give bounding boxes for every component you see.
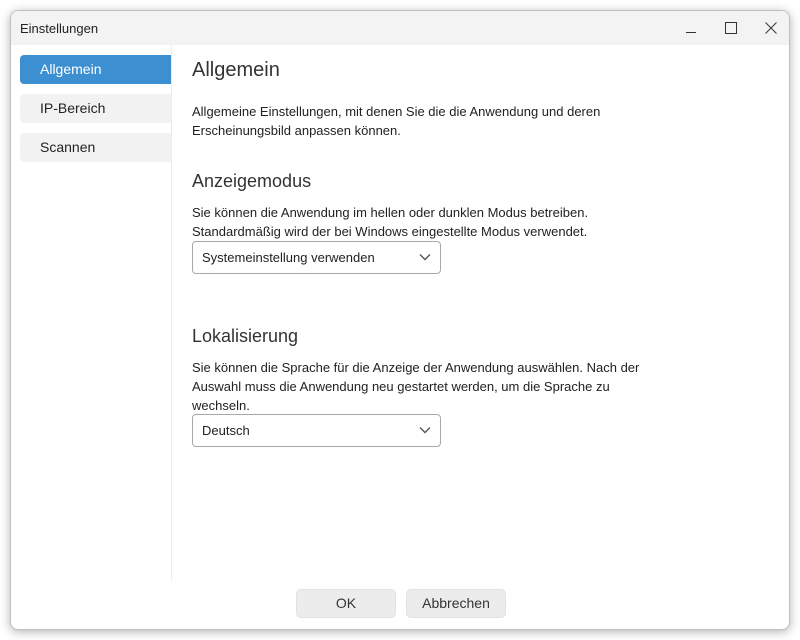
- sidebar-item-scannen[interactable]: [20, 133, 171, 162]
- description-line: Standardmäßig wird der bei Windows eingestellte Modus verwendet.: [192, 224, 588, 239]
- settings-window: [10, 10, 790, 630]
- sidebar-item-ip-bereich[interactable]: [20, 94, 171, 123]
- select-value: Systemeinstellung verwenden: [202, 250, 375, 265]
- description-line: Sie können die Anwendung im hellen oder dunklen Modus betreiben.: [192, 205, 589, 220]
- intro-text: [192, 102, 692, 140]
- sidebar-item-label: IP-Bereich: [40, 100, 106, 116]
- language-select[interactable]: [192, 414, 441, 447]
- description-line: Sie können die Sprache für die Anzeige der Anwendung auswählen. Nach der: [192, 360, 640, 375]
- minimize-button[interactable]: [671, 11, 711, 45]
- chevron-down-icon: [419, 253, 431, 261]
- sidebar: [11, 45, 172, 581]
- minimize-icon: [685, 22, 697, 34]
- cancel-button[interactable]: Abbrechen: [406, 589, 506, 618]
- chevron-down-icon: [419, 426, 431, 434]
- maximize-icon: [725, 22, 737, 34]
- localization-description: [192, 358, 692, 415]
- localization-heading: Lokalisierung: [192, 326, 299, 346]
- description-line: Auswahl muss die Anwendung neu gestartet werden, um die Sprache zu: [192, 379, 610, 394]
- select-value: Deutsch: [202, 423, 250, 438]
- sidebar-item-label: Scannen: [40, 139, 96, 155]
- display-mode-heading: Anzeigemodus: [192, 171, 312, 191]
- display-mode-description: [192, 203, 692, 241]
- intro-line: Erscheinungsbild anpassen können.: [192, 123, 401, 138]
- intro-line: Allgemeine Einstellungen, mit denen Sie die die Anwendung und deren: [192, 104, 601, 119]
- maximize-button[interactable]: [711, 11, 751, 45]
- title-bar[interactable]: [11, 11, 789, 45]
- sidebar-item-allgemein[interactable]: [20, 55, 171, 84]
- ok-button[interactable]: OK: [296, 589, 396, 618]
- close-button[interactable]: [751, 11, 790, 45]
- page-title: Allgemein: [192, 59, 280, 81]
- sidebar-item-label: Allgemein: [40, 61, 102, 77]
- description-line: wechseln.: [192, 398, 250, 413]
- close-icon: [765, 22, 777, 34]
- window-title: Einstellungen: [20, 21, 99, 36]
- display-mode-select[interactable]: [192, 241, 441, 274]
